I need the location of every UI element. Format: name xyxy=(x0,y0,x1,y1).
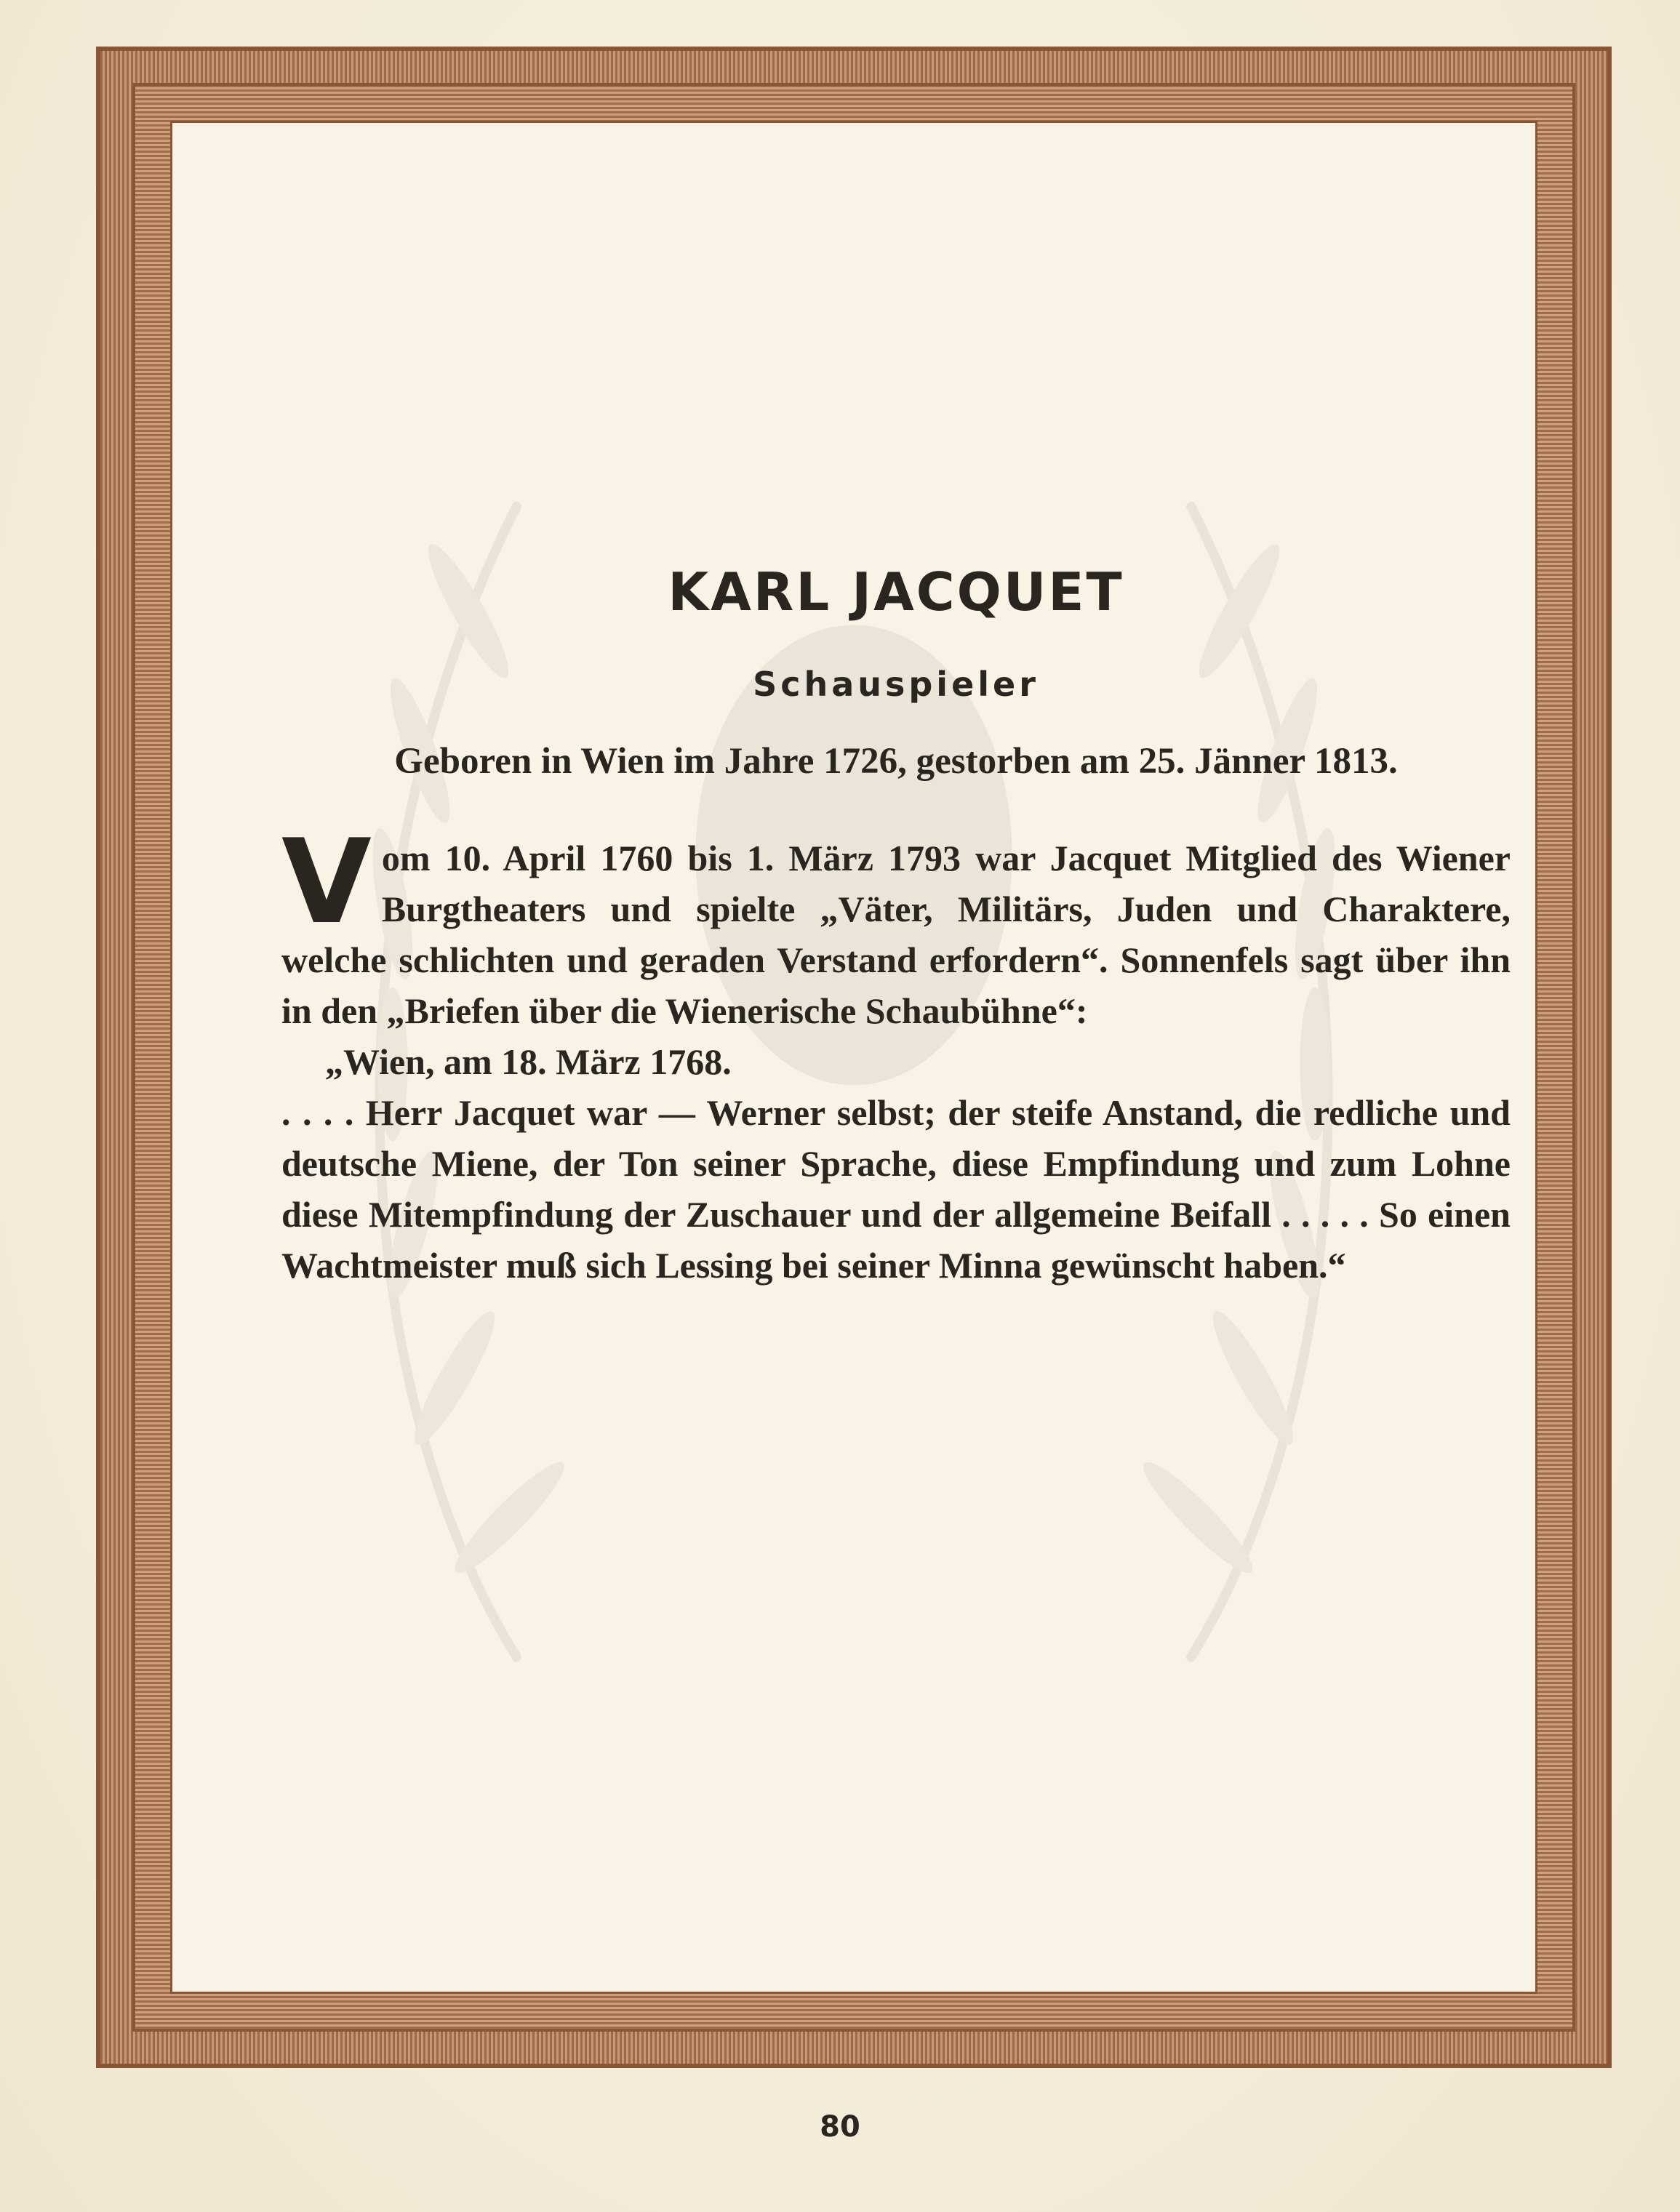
text-panel xyxy=(170,121,1537,1994)
paragraph-text: om 10. April 1760 bis 1. März 1793 war Jacquet Mitglied des Wiener Burgtheaters und spielte „Väter, Militärs, Juden und Charaktere, welche schlichten und geraden Verstand erfordern“. Sonnenfels sagt über ihn in den „Briefen über die Wienerische Schaubühne“: xyxy=(281,838,1511,1031)
page-subtitle: Schauspieler xyxy=(753,665,1039,704)
article-content xyxy=(281,559,1511,1291)
quote-text: . . . . Herr Jacquet war — Werner selbst; der steife Anstand, die redliche und deutsche Miene, der Ton seiner Sprache, diese Empfindung und zum Lohne diese Mitempfindung der Zuschauer und der allgemeine Beifall . . . . . So einen Wachtmeister muß sich Lessing bei seiner Minna gewünscht haben.“ xyxy=(281,1092,1511,1286)
quote-date: „Wien, am 18. März 1768. xyxy=(325,1041,732,1082)
page-number: 80 xyxy=(820,2110,860,2144)
frame-border-inner xyxy=(132,83,1575,2032)
paragraph xyxy=(281,814,1511,1036)
life-dates: Geboren in Wien im Jahre 1726, gestorben am 25. Jänner 1813. xyxy=(394,741,1398,782)
page-title: KARL JACQUET xyxy=(668,561,1124,622)
drop-cap: V xyxy=(281,814,372,950)
body-text xyxy=(281,814,1511,1291)
decorative-frame xyxy=(96,47,1612,2068)
